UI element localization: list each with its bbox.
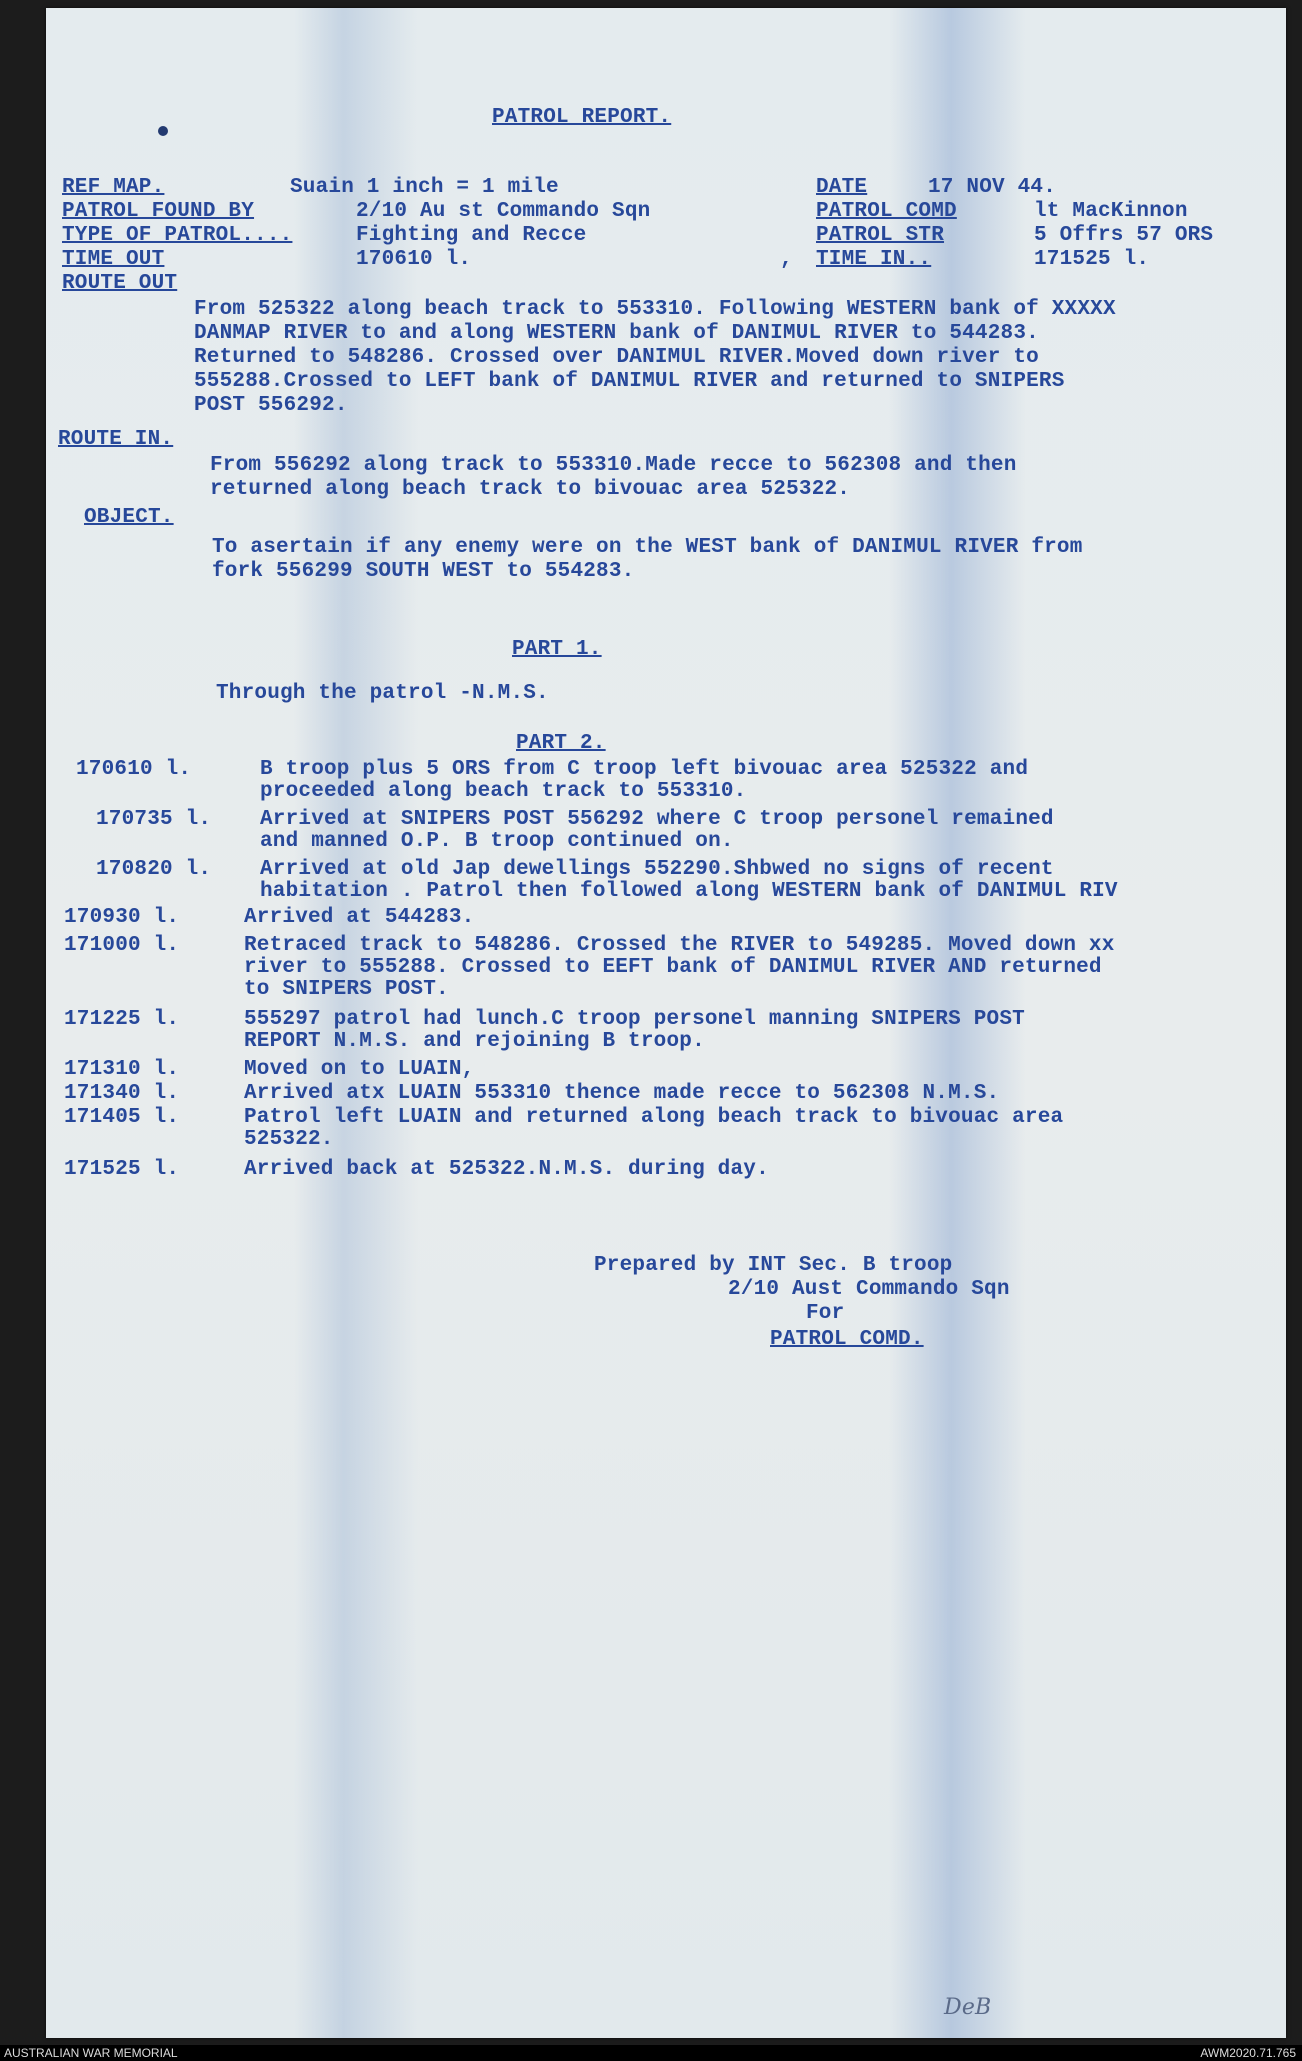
log-line: Arrived back at 525322.N.M.S. during day. bbox=[244, 1158, 769, 1181]
route-out-line-5: POST 556292. bbox=[194, 394, 348, 417]
log-time-8: 171340 l. bbox=[64, 1082, 180, 1105]
log-line: B troop plus 5 ORS from C troop left bivouac area 525322 and bbox=[260, 758, 1029, 781]
route-in-line-2: returned along beach track to bivouac area 525322. bbox=[210, 478, 851, 501]
report-title: PATROL REPORT. bbox=[492, 106, 672, 129]
route-in-line-1: From 556292 along track to 553310.Made recce to 562308 and then bbox=[210, 454, 1017, 477]
log-line: Arrived at SNIPERS POST 556292 where C troop personel remained bbox=[260, 808, 1054, 831]
log-line: and manned O.P. B troop continued on. bbox=[260, 830, 734, 853]
date-label: DATE bbox=[816, 176, 868, 199]
route-out-line-3: Returned to 548286. Crossed over DANIMUL RIVER.Moved down river to bbox=[194, 346, 1039, 369]
signature-line-3: For bbox=[806, 1302, 845, 1325]
footer-institution: AUSTRALIAN WAR MEMORIAL bbox=[4, 2046, 178, 2060]
log-time-2: 170735 l. bbox=[96, 808, 212, 831]
object-label: OBJECT. bbox=[84, 506, 174, 529]
log-line: Moved on to LUAIN, bbox=[244, 1058, 475, 1081]
log-line: to SNIPERS POST. bbox=[244, 978, 449, 1001]
time-out-label: TIME OUT bbox=[62, 248, 165, 271]
log-line: Patrol left LUAIN and returned along beach track to bivouac area bbox=[244, 1106, 1064, 1129]
log-time-3: 170820 l. bbox=[96, 858, 212, 881]
part-1-heading: PART 1. bbox=[512, 638, 602, 661]
route-in-label: ROUTE IN. bbox=[58, 428, 174, 451]
object-line-2: fork 556299 SOUTH WEST to 554283. bbox=[212, 560, 635, 583]
log-line: Arrived atx LUAIN 553310 thence made recce to 562308 N.M.S. bbox=[244, 1082, 1000, 1105]
part-2-heading: PART 2. bbox=[516, 732, 606, 755]
type-of-patrol-label: TYPE OF PATROL.... bbox=[62, 224, 293, 247]
document-page bbox=[46, 8, 1286, 2038]
log-line: Arrived at 544283. bbox=[244, 906, 475, 929]
log-time-6: 171225 l. bbox=[64, 1008, 180, 1031]
patrol-comd-value: lt MacKinnon bbox=[1034, 200, 1188, 223]
log-line: habitation . Patrol then followed along WESTERN bank of DANIMUL RIV bbox=[260, 880, 1118, 903]
ink-blot bbox=[158, 126, 168, 136]
archive-footer bbox=[0, 2045, 1302, 2061]
route-out-line-1: From 525322 along beach track to 553310. Following WESTERN bank of XXXXX bbox=[194, 298, 1116, 321]
log-line: 525322. bbox=[244, 1128, 334, 1151]
ref-map-value: Suain 1 inch = 1 mile bbox=[290, 176, 559, 199]
log-time-7: 171310 l. bbox=[64, 1058, 180, 1081]
handwritten-initials: DeB bbox=[944, 1995, 992, 2020]
time-out-value: 170610 l. bbox=[356, 248, 472, 271]
log-line: Arrived at old Jap dewellings 552290.Shbwed no signs of recent bbox=[260, 858, 1054, 881]
patrol-str-value: 5 Offrs 57 ORS bbox=[1034, 224, 1214, 247]
date-value: 17 NOV 44. bbox=[928, 176, 1057, 199]
signature-line-4: PATROL COMD. bbox=[770, 1328, 924, 1351]
log-time-10: 171525 l. bbox=[64, 1158, 180, 1181]
log-line: REPORT N.M.S. and rejoining B troop. bbox=[244, 1030, 705, 1053]
patrol-found-label: PATROL FOUND BY bbox=[62, 200, 255, 223]
log-time-4: 170930 l. bbox=[64, 906, 180, 929]
patrol-str-label: PATROL STR bbox=[816, 224, 945, 247]
log-line: 555297 patrol had lunch.C troop personel manning SNIPERS POST bbox=[244, 1008, 1025, 1031]
footer-accession-number: AWM2020.71.765 bbox=[1200, 2046, 1296, 2060]
object-line-1: To asertain if any enemy were on the WEST bank of DANIMUL RIVER from bbox=[212, 536, 1083, 559]
patrol-found-value: 2/10 Au st Commando Sqn bbox=[356, 200, 651, 223]
ref-map-label: REF MAP. bbox=[62, 176, 165, 199]
signature-line-1: Prepared by INT Sec. B troop bbox=[594, 1254, 953, 1277]
log-time-1: 170610 l. bbox=[76, 758, 192, 781]
time-in-label: TIME IN.. bbox=[816, 248, 932, 271]
log-time-9: 171405 l. bbox=[64, 1106, 180, 1129]
log-line: proceeded along beach track to 553310. bbox=[260, 780, 747, 803]
log-line: river to 555288. Crossed to EEFT bank of DANIMUL RIVER AND returned bbox=[244, 956, 1102, 979]
route-out-label: ROUTE OUT bbox=[62, 272, 178, 295]
type-of-patrol-value: Fighting and Recce bbox=[356, 224, 587, 247]
signature-line-2: 2/10 Aust Commando Sqn bbox=[728, 1278, 1010, 1301]
route-out-line-2: DANMAP RIVER to and along WESTERN bank of DANIMUL RIVER to 544283. bbox=[194, 322, 1039, 345]
header-comma: , bbox=[780, 248, 793, 271]
patrol-comd-label: PATROL COMD bbox=[816, 200, 957, 223]
route-out-line-4: 555288.Crossed to LEFT bank of DANIMUL RIVER and returned to SNIPERS bbox=[194, 370, 1065, 393]
log-time-5: 171000 l. bbox=[64, 934, 180, 957]
log-line: Retraced track to 548286. Crossed the RIVER to 549285. Moved down xx bbox=[244, 934, 1115, 957]
time-in-value: 171525 l. bbox=[1034, 248, 1150, 271]
part-1-text: Through the patrol -N.M.S. bbox=[216, 682, 549, 705]
